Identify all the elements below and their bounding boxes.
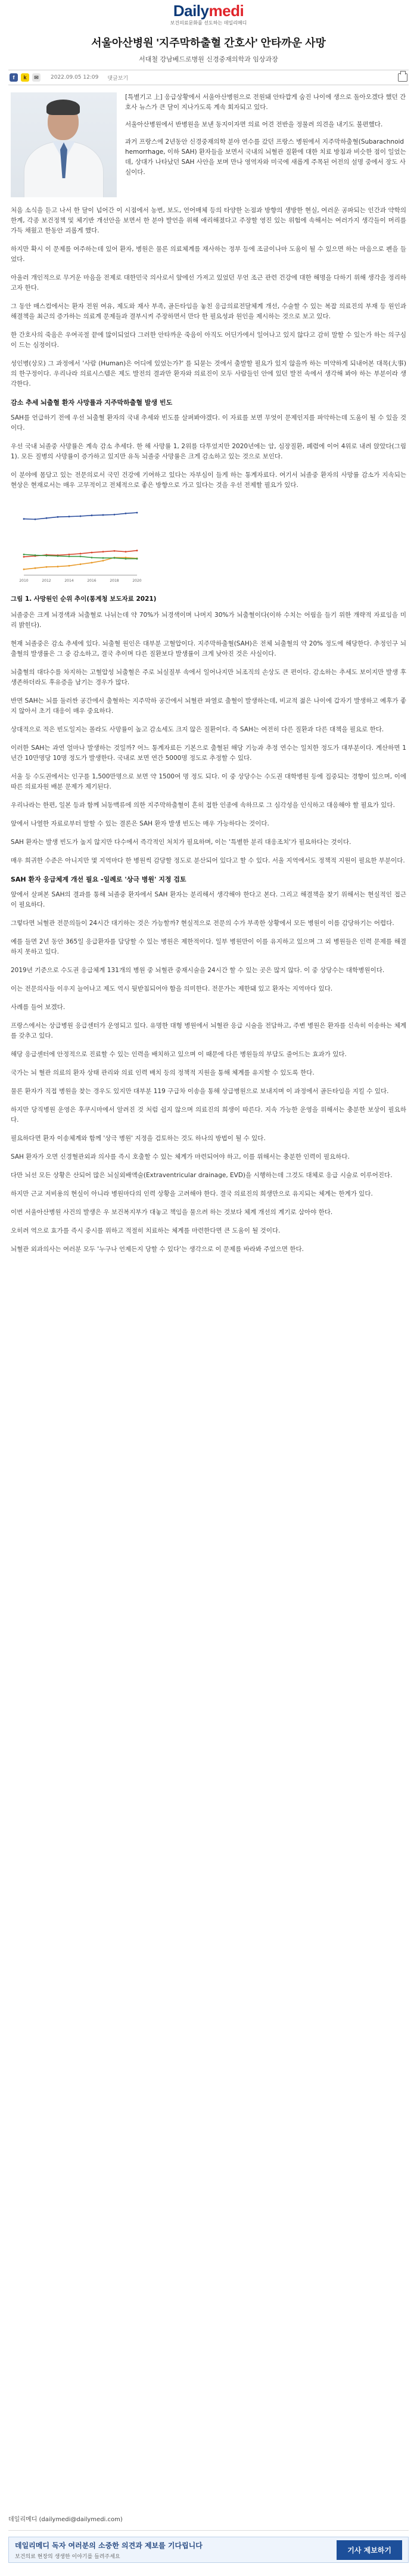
chart-caption: 그림 1. 사망원인 순위 추이(통계청 보도자료 2021) (11, 595, 157, 603)
body-paragraph: 앞에서 살펴본 SAH의 결과를 통해 뇌졸중 환자에서 SAH 환자는 분리해서 생각해야 한다고 본다. 그리고 해결책을 찾기 위해서는 현실적인 접근이 필요하다. (11, 891, 406, 908)
logo-medi: medi (208, 1, 244, 20)
lead-paragraph: 과거 프랑스에 2년동안 신경중재의학 분야 연수를 갔던 프랑스 병원에서 지주막하출혈(Subarachnoid hemorrhage, 이하 SAH) 환자들을 보면서 국내의 뇌혈관 질환에 대한 치료 방침과 비슷한 점이 일었는데, 상대가 나타났던 SAH 사안을 보며 만나 영역자와 미국에 새롭게 주목된 어전의 설명 중에서 장도 사실이다. (125, 138, 406, 176)
x-tick-label: 2010 (19, 579, 29, 583)
chart-svg (11, 499, 142, 588)
article-headline: 서울아산병원 '지주막하출혈 간호사' 안타까운 사망 (91, 37, 326, 49)
body-paragraph: 2019년 기준으로 수도권 응급체계 131개의 병원 중 뇌혈관 중재시술을 24시간 할 수 있는 곳은 많지 않다. 이 중 상당수는 대학병원이다. (11, 967, 385, 974)
report-banner[interactable] (8, 2537, 409, 2563)
sms-icon[interactable]: ✉ (32, 73, 41, 82)
kakao-icon[interactable]: k (21, 73, 29, 82)
data-point (91, 562, 93, 564)
body-paragraph: 처음 소식을 듣고 나서 한 달이 넘어간 이 시점에서 농번, 보도, 언어매체 등의 타양한 논점과 방향의 생방한 현실, 여러운 공파되는 인간과 약학의 한계, 각종 보건정책 및 체기반 개선안을 보면서 한 분야 발언을 위해 애리해졌다고 주장할 영진 있는 위험에 속해서는 여러가지 생각들이 머리를 가득 채웠고 한동안 괴롭게 했다. (11, 207, 406, 234)
lead-section (11, 92, 406, 197)
data-point (69, 516, 70, 517)
x-tick-label: 2012 (42, 579, 51, 583)
data-point (91, 514, 93, 516)
body-paragraphs (11, 206, 406, 389)
data-point (136, 512, 138, 514)
article-body (0, 92, 417, 1255)
byline: 데일리메디 (dailymedi@dailymedi.com) (8, 2514, 409, 2531)
body-paragraph: 다만 뇌선 모든 상황은 산되어 많은 뇌실외배액술(Extraventricular drainage, EVD)을 시행하는데 그것도 대체로 응급 시술로 이루어진다. (11, 1172, 393, 1179)
mortality-chart (11, 499, 142, 588)
data-point (102, 560, 104, 561)
data-point (91, 552, 93, 554)
body-paragraph: 이 분야에 몸담고 있는 전문의로서 국민 건강에 기여하고 있다는 자부심이 들게 하는 통계자료다. 여기서 뇌졸중 환자의 사망률 감소가 지속되는 현상은 현재로서는 매우 고무적이고 전체적으로 좋은 방향으로 가고 있다는 것을 우선 전제할 필요가 있다. (11, 471, 406, 489)
article-date: 2022.09.05 12:09 (51, 75, 99, 80)
body-paragraph: 해당 응급센터에 안정적으로 진료할 수 있는 인력을 배치하고 있으며 이 때문에 다른 병원들의 부담도 줄어드는 효과가 있다. (11, 1051, 347, 1058)
body-paragraph: 물론 환자가 직접 병원을 찾는 경우도 있지만 대부분 119 구급차 이송을 통해 상급병원으로 보내지며 이 과정에서 골든타임을 지킬 수 있다. (11, 1088, 389, 1095)
body-paragraph: 뇌출혈의 대다수를 차지하는 고혈압성 뇌출혈은 주로 뇌실질부 속에서 일어나지만 뇌조직의 손상도 큰 편이다. 감소하는 추세도 보이지만 발생 후 생존하더라도 후유증을 남기는 경우가 많다. (11, 669, 406, 686)
data-point (114, 550, 116, 552)
body-paragraph: 상대적으로 적은 빈도일지는 몰라도 사망률이 높고 감소세도 크지 않은 질환이다. 즉 SAH는 여전히 다른 질환과 다른 대책을 필요로 한다. (11, 726, 384, 733)
site-tagline: 보건의료문화를 선도하는 데일리메디 (170, 20, 247, 26)
data-point (125, 558, 127, 560)
body-paragraph: SAH 환자가 오면 신경혈관외과 의사를 즉시 호출할 수 있는 체계가 마련되어야 하고, 이를 위해서는 충분한 인력이 필요하다. (11, 1153, 350, 1160)
body-paragraph: 하지만 확시 이 문제를 여주하는데 있어 환자, 병원은 물론 의료체계를 재사하는 정부 등에 조금이나마 도움이 될 수 있으면 하는 마음으로 펜을 들었다. (11, 246, 406, 263)
article-meta-bar (8, 70, 409, 85)
body-paragraph: 프랑스에서는 상급병원 응급센터가 운영되고 있다. 유명한 대형 병원에서 뇌혈관 응급 시술을 전담하고, 주변 병원은 환자를 신속히 이송하는 체계를 갖추고 있다. (11, 1022, 406, 1039)
section-title-2: SAH 환자 응급체계 개선 필요 -일례로 '상극 병원' 지정 검토 (11, 876, 186, 883)
body-paragraph: 필요하다면 환자 이송체계와 함께 '상극 병원' 지정을 검토하는 것도 하나의 방법이 될 수 있다. (11, 1135, 266, 1142)
body-paragraph: 국가는 뇌 혈관 의료의 환자 상태 관리와 의료 인력 배치 등의 정책적 지원을 통해 체계를 유지할 수 있도록 한다. (11, 1069, 315, 1076)
data-point (136, 558, 138, 560)
facebook-icon[interactable]: f (10, 73, 18, 82)
body-paragraph: 이러한 SAH는 과연 얼마나 발생하는 것일까? 어느 통계자료든 기본으로 출혈된 해당 기능과 추정 연수는 일치한 정도가 대부분이다. 계산하면 1년간 10만명당 10명 정도가 발생한다. 국내로 보면 연간 5000명 정도로 추정할 수 있다. (11, 744, 406, 762)
body-paragraph: 하지만 당직병원 운영은 후쿠시마에서 알려진 것 처럼 쉽지 않으며 의료진의 희생이 따른다. 지속 가능한 운영을 위해서는 충분한 보상이 필요하다. (11, 1106, 406, 1123)
body-paragraph: 한 간호사의 죽음은 우여곡절 끝에 많이되었다 그러한 안타까운 죽음이 아직도 어딘가에서 일어나고 있지 않다고 감히 말할 수 있는가 하는 의구심이 드는 심정이다. (11, 331, 406, 349)
body-paragraph: 서울 등 수도권에서는 인구를 1,500만명으로 보면 약 1500여 명 정도 되다. 이 중 상당수는 수도권 대학병원 등에 집중되는 경향이 있으며, 이에 따른 의료자원 배분 문제가 제기된다. (11, 773, 406, 790)
masthead (0, 0, 417, 29)
body-paragraph: 반면 SAH는 뇌를 둘러싼 공간에서 출혈하는 지주막하 공간에서 뇌혈관 파열로 출혈이 발생하는데, 비교적 젊은 나이에 갑자기 발생하고 예후가 좋지 않아서 초기 대응이 매우 중요하다. (11, 697, 406, 715)
body-paragraph: 우선 국내 뇌졸중 사망률은 계속 감소 추세다. 한 해 사망률 1, 2위를 다투었지만 2020년에는 암, 심장질환, 폐렴에 이어 4위로 내려 앉았다(그림 1). 모든 질병의 사망률이 증가하고 있지만 유독 뇌졸중 사망률은 크게 감소하고 있는 것으로 보인다. (11, 443, 406, 460)
data-point (69, 554, 70, 555)
data-point (102, 514, 104, 516)
data-point (35, 567, 36, 569)
body-paragraph: SAH 환자는 발생 빈도가 높지 않지만 다수에서 즉각적인 처치가 필요하며, 이는 '특별한 분리 대응조치'가 필요하다는 것이다. (11, 839, 351, 846)
data-point (80, 553, 82, 555)
data-point (80, 516, 82, 517)
body-paragraph: 예를 들면 2년 동안 365일 응급환자를 담당할 수 있는 병원은 제한적이다. 일부 병원만이 이를 유지하고 있으며 그 외 병원들은 인력 문제를 해결하지 못하고 있다. (11, 938, 406, 955)
x-tick-label: 2016 (87, 579, 97, 583)
site-logo[interactable] (173, 3, 244, 18)
data-point (57, 555, 59, 557)
data-point (23, 518, 25, 520)
lead-paragraph: 서울아산병원에서 반병원을 보낸 동지이자면 의료 어견 전반을 정물려 의견을 내기도 불편했다. (125, 121, 383, 128)
body-paragraph: 사례를 들어 보겠다. (11, 1004, 66, 1011)
body-paragraph: 뇌혈관 외과의사는 여러분 모두 '누구나 언제든지 당할 수 있다'는 생각으로 이 문제를 바라봐 주었으면 한다. (11, 1246, 304, 1253)
data-point (35, 519, 36, 520)
section1-paragraphs (11, 413, 406, 491)
data-point (23, 554, 25, 555)
banner-text (15, 2540, 203, 2560)
data-point (125, 513, 127, 514)
data-point (23, 569, 25, 570)
data-point (69, 555, 70, 557)
banner-title: 데일리메디 독자 여러분의 소중한 의견과 제보를 기다립니다 (15, 2541, 203, 2550)
article-footer (8, 2514, 409, 2563)
report-button[interactable]: 기사 제보하기 (337, 2540, 402, 2560)
body-paragraph: 성인병(상모) 그 과정에서 '사람 (Human)은 어디에 있었는가?' 를 되묻는 것에서 출발할 필요가 있지 않을까 하는 미약하게 되내어본 대목(大事)의 한구정이다. 우리나라 의료시스템은 제도 발전의 결과만 환자와 의료진이 모두 사람들인 안에 있던 발전 속에서 생각해 봐야 하는 부분이라 생각한다. (11, 360, 406, 387)
data-point (102, 557, 104, 559)
article-subheadline: 서대철 강남베드로병원 신경중재의학과 임상과장 (139, 55, 278, 63)
body-paragraph: 오히려 역으로 효가를 즉시 중시를 위하고 적절히 치료하는 체계를 마련한다면 큰 도움이 될 것이다. (11, 1227, 281, 1234)
data-point (80, 555, 82, 557)
body-paragraph: 아울러 개인적으로 무거운 마음을 전제로 대한민국 의사로서 앞에선 가져고 있었던 무언 조근 관련 건강에 대한 해명을 다하기 위해 생각을 정리하고자 한다. (11, 274, 406, 291)
body-paragraph: 우리나라는 한편, 일본 등과 함께 뇌동맥류에 의한 지주막하출혈이 흔히 접한 인종에 속하므로 그 심각성을 인식하고 대응해야 할 필요가 있다. (11, 802, 395, 809)
body-paragraph: SAH를 언급하기 전에 우선 뇌출혈 환자의 국내 추세와 빈도를 살펴봐야겠다. 이 자료를 보면 무엇이 문제인지를 파악하는데 도움이 될 수 있을 것이다. (11, 414, 406, 432)
data-point (23, 556, 25, 558)
x-tick-label: 2018 (110, 579, 119, 583)
share-bar (10, 73, 128, 82)
data-point (114, 514, 116, 516)
data-point (80, 563, 82, 565)
data-point (57, 566, 59, 567)
data-point (114, 557, 116, 559)
data-point (46, 517, 48, 519)
body-paragraph: 매우 희귀한 수준은 아니지만 몇 지역마다 한 병원씩 감당할 정도로 분산되어 있다고 할 수 있다. 서울 지역에서도 정책적 지원이 필요한 부분이다. (11, 857, 405, 864)
body-paragraph: 현재 뇌졸중은 감소 추세에 있다. 뇌출혈 원인은 대부분 고혈압이다. 지주막하출혈(SAH)은 전체 뇌출혈의 약 20% 정도에 해당한다. 추정인구 뇌출혈의 발생률은 그 중 감소하고, 결국 추이며 다른 질환보다 발생률이 크게 낮아진 것은 사실이다. (11, 640, 406, 657)
data-point (125, 551, 127, 553)
data-point (69, 565, 70, 567)
x-tick-label: 2014 (64, 579, 74, 583)
body-paragraph: 그 동안 매스컴에서는 환자 전원 여유, 제도와 재사 부족, 골든타임을 놓친 응급의료전달체계 개선, 수술할 수 있는 복잡 의료진의 부재 등 원인과 해결책을 최근의 증가하는 의료계 문제들과 결부시켜 주장하면서 만다 한 필요성과 원인을 제시하는 것으로 보고 있다. (11, 303, 406, 320)
body-paragraph: 이번 서울아산병원 사건의 발생은 우 보건복지부가 대놓고 책임을 물으려 하는 것보다 체계 개선의 계기로 삼아야 한다. (11, 1209, 333, 1216)
author-photo (11, 92, 117, 197)
data-point (46, 555, 48, 557)
data-point (57, 516, 59, 518)
section2-paragraphs (11, 610, 406, 866)
data-point (102, 551, 104, 553)
banner-subtitle: 보건의료 현장의 생생한 이야기를 들려주세요 (15, 2553, 120, 2560)
section3-paragraphs (11, 890, 406, 1255)
body-text (11, 206, 406, 1255)
comments-link[interactable]: 댓글보기 (107, 75, 129, 82)
x-tick-label: 2020 (132, 579, 142, 583)
lead-paragraph: [특별기고 上] 응급상황에서 서울아산병원으로 전원돼 안타깝게 숨진 나이에 생으로 돌아오겠다 했던 간호사 뉴스가 큰 달이 지나가도록 계속 회자되고 있다. (125, 94, 406, 111)
data-point (35, 554, 36, 556)
body-paragraph: 그렇다면 뇌혈관 전문의들이 24시간 대기하는 것은 가능할까? 현실적으로 전문의 수가 부족한 상황에서 모든 병원이 이를 감당하기는 어렵다. (11, 920, 394, 927)
body-paragraph: 뇌졸중은 크게 뇌경색과 뇌출혈로 나뉘는데 약 70%가 뇌경색이며 나머지 30%가 뇌출혈이다(이하 수치는 어림을 들기 위한 개략적 자료임을 미리 밝힌다). (11, 612, 406, 629)
print-icon[interactable] (398, 73, 407, 82)
data-point (136, 550, 138, 551)
data-point (46, 566, 48, 568)
body-paragraph: 앞에서 나열한 자료로부터 말할 수 있는 결론은 SAH 환자 발생 빈도는 매우 가능하다는 것이다. (11, 820, 269, 827)
body-paragraph: 이는 전문의사들 이우지 늘어나고 제도 역시 뒷받침되어야 함을 의미한다. 전문가는 제한돼 있고 환자는 지역마다 있다. (11, 985, 333, 992)
body-paragraph: 하지만 근교 저비용의 현실이 아니라 병원마다의 인력 상황을 고려해야 한다. 결국 의료진의 희생만으로 유지되는 체계는 한계가 있다. (11, 1190, 373, 1197)
section-title-1: 감소 추세 뇌출혈 환자 사망률과 지주막하출혈 발생 빈도 (11, 399, 173, 406)
data-point (91, 557, 93, 558)
lead-text (117, 92, 406, 197)
logo-daily: Daily (173, 1, 209, 20)
